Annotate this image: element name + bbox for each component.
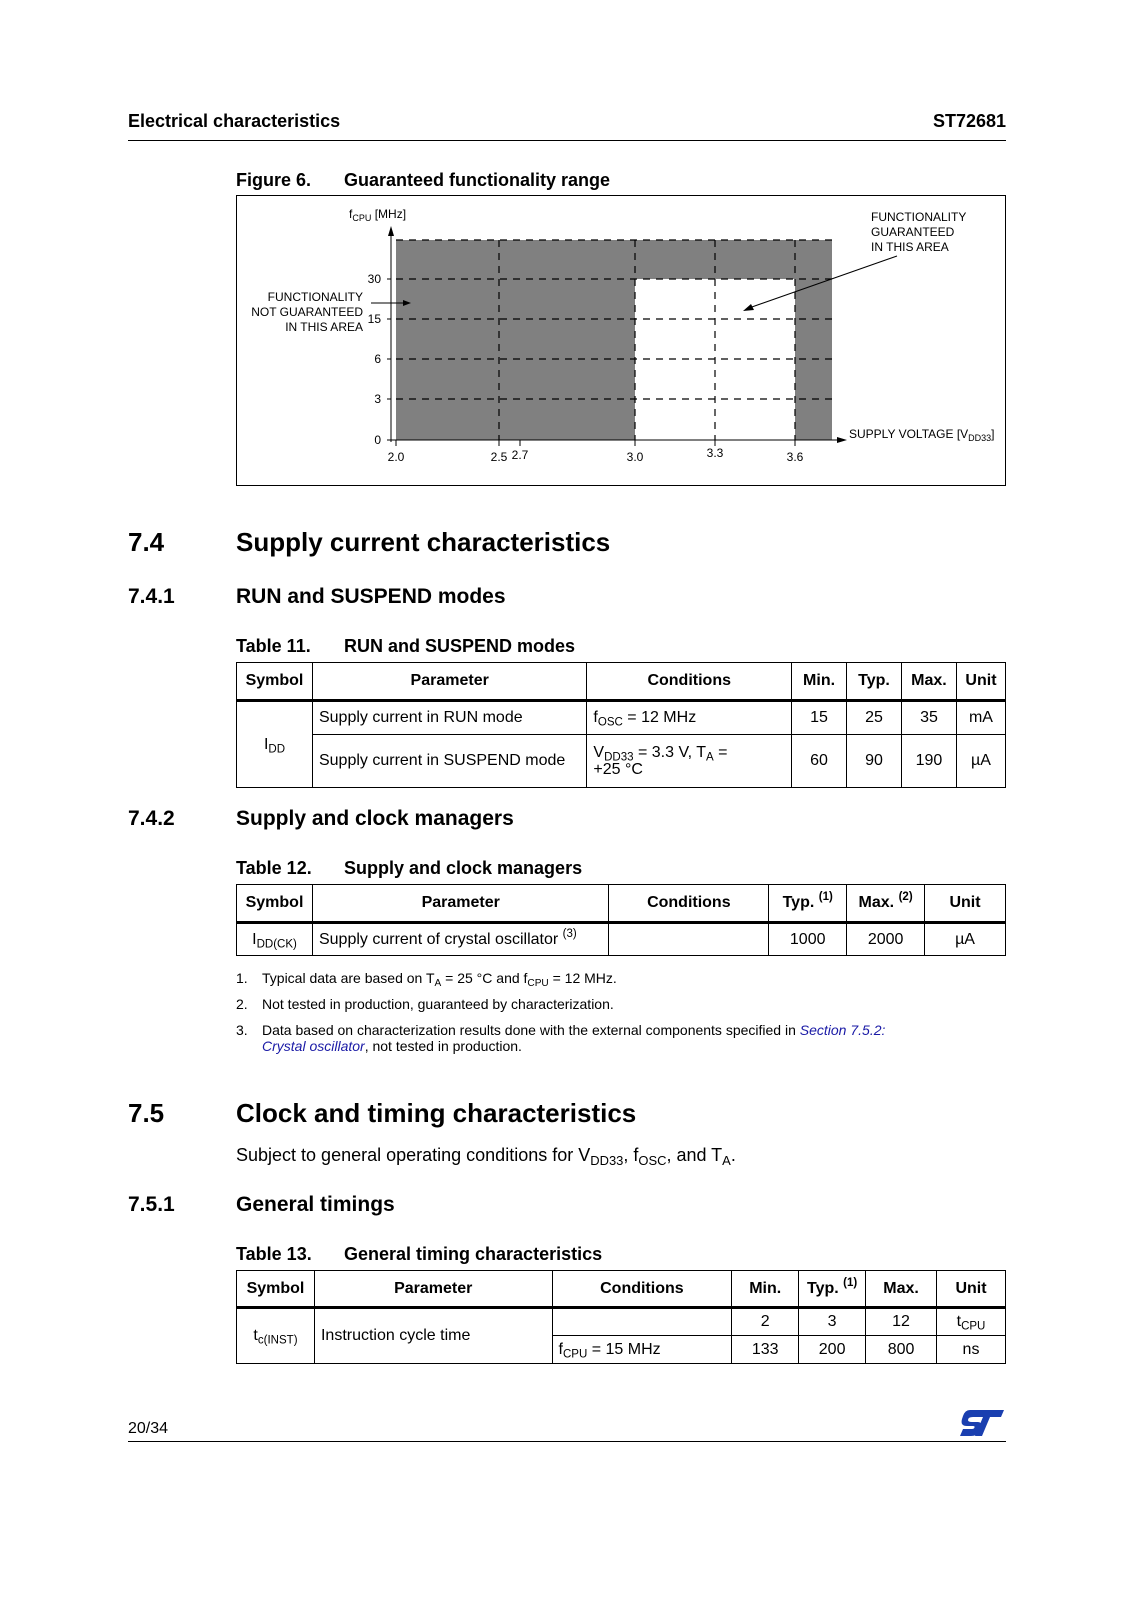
- y-axis-label: $f_{CPU}$ [MHz]: [349, 207, 407, 223]
- running-header-part: ST72681: [932, 111, 1006, 131]
- functionality-range-diagram: [237, 196, 1005, 485]
- running-header-section: Electrical characteristics: [128, 111, 341, 131]
- page-number: 20/34: [128, 1420, 169, 1437]
- table11: [236, 662, 1006, 788]
- section-intro: Subject to general operating conditions for $V_{DD33}$, $f_{OSC}$, and $T_A$.: [236, 1145, 736, 1168]
- svg-text:GUARANTEED: GUARANTEED: [871, 225, 955, 239]
- table-row: $I_{DD}$ Supply current in RUN mode $f_{OSC} = 12$ MHz 15 25 35 mA: [237, 701, 1006, 735]
- figure-caption: [236, 170, 610, 191]
- svg-text:FUNCTIONALITY: FUNCTIONALITY: [267, 290, 363, 304]
- x-tick-2-0: 2.0: [387, 450, 405, 464]
- table11-caption: Table 11. RUN and SUSPEND modes: [236, 636, 576, 656]
- footer-rule: [128, 1441, 1006, 1442]
- table-header-row: Symbol Parameter Conditions Typ. $^{(1)}$ Max. $^{(2)}$ Unit: [237, 885, 1006, 923]
- section-title: Supply current characteristics: [236, 527, 611, 557]
- x-axis-label: SUPPLY VOLTAGE $[V_{DD33}]$: [849, 427, 995, 443]
- table13-caption: Table 13. General timing characteristics: [236, 1244, 603, 1264]
- guaranteed-note: [871, 210, 966, 254]
- svg-text:IN THIS AREA: IN THIS AREA: [285, 320, 363, 334]
- table-header-row: Symbol Parameter Conditions Min. Typ. Max. Unit: [237, 663, 1006, 701]
- crystal-oscillator-link[interactable]: Crystal oscillator: [262, 1038, 365, 1054]
- footnote-2: 2. Not tested in production, guaranteed by characterization.: [236, 996, 614, 1012]
- not-guaranteed-note: [251, 290, 363, 334]
- svg-text:IN THIS AREA: IN THIS AREA: [871, 240, 949, 254]
- subsection-title: General timings: [236, 1193, 395, 1216]
- figure-frame: [236, 195, 1006, 486]
- figure-title: Guaranteed functionality range: [344, 170, 611, 190]
- footnote-1: 1. Typical data are based on $T_A = 25$ °C and $f_{CPU} = 12$ MHz.: [236, 970, 617, 990]
- y-tick-6: 6: [374, 352, 381, 366]
- table-row: $I_{DD(CK)}$ Supply current of crystal oscillator $^{(3)}$ 1000 2000 µA: [237, 923, 1006, 956]
- y-tick-0: 0: [374, 433, 381, 447]
- table-row: Supply current in SUSPEND mode $V_{DD33} = 3.3$ V, $T_A$ = +25 °C 60 90 190 µA: [237, 735, 1006, 788]
- st-logo-icon: [960, 1408, 1006, 1443]
- x-tick-3-3: 3.3: [706, 446, 724, 460]
- section-number: 7.5: [128, 1098, 165, 1128]
- subsection-number: 7.5.1: [128, 1193, 175, 1216]
- x-tick-2-5: 2.5: [490, 450, 508, 464]
- x-tick-3-6: 3.6: [786, 450, 804, 464]
- x-tick-2-7: 2.7: [511, 448, 529, 462]
- table-row: $t_{c(INST)}$ Instruction cycle time 2 3 12 $t_{CPU}$: [237, 1308, 1006, 1336]
- table-header-row: Symbol Parameter Conditions Min. Typ. $^{(1)}$ Max. Unit: [237, 1271, 1006, 1308]
- y-tick-30: 30: [367, 272, 381, 286]
- figure-number: Figure 6.: [236, 170, 312, 190]
- symbol-cell: $I_{DD}$: [237, 701, 313, 788]
- y-tick-15: 15: [367, 312, 381, 326]
- table12: [236, 884, 1006, 956]
- x-tick-3-0: 3.0: [626, 450, 644, 464]
- subsection-number: 7.4.2: [128, 807, 175, 830]
- subsection-title: RUN and SUSPEND modes: [236, 585, 506, 608]
- subsection-number: 7.4.1: [128, 585, 175, 608]
- section-number: 7.4: [128, 527, 165, 557]
- section-link[interactable]: Section 7.5.2:: [799, 1022, 886, 1038]
- svg-text:NOT GUARANTEED: NOT GUARANTEED: [251, 305, 363, 319]
- table-row: $f_{CPU} = 15$ MHz 133 200 800 ns: [237, 1336, 1006, 1364]
- y-tick-3: 3: [374, 392, 381, 406]
- table13: [236, 1270, 1006, 1364]
- y-axis-arrow: [388, 226, 394, 236]
- subsection-title: Supply and clock managers: [236, 807, 514, 830]
- table12-caption: Table 12. Supply and clock managers: [236, 858, 583, 878]
- x-axis-arrow: [837, 437, 847, 443]
- section-title: Clock and timing characteristics: [236, 1098, 637, 1128]
- footnote-3: 3. Data based on characterization results done with the external components specified in Section 7.5.2: Crystal oscillator, not tested in production.: [236, 1022, 886, 1054]
- svg-text:FUNCTIONALITY: FUNCTIONALITY: [871, 210, 967, 224]
- header-rule: [128, 140, 1006, 141]
